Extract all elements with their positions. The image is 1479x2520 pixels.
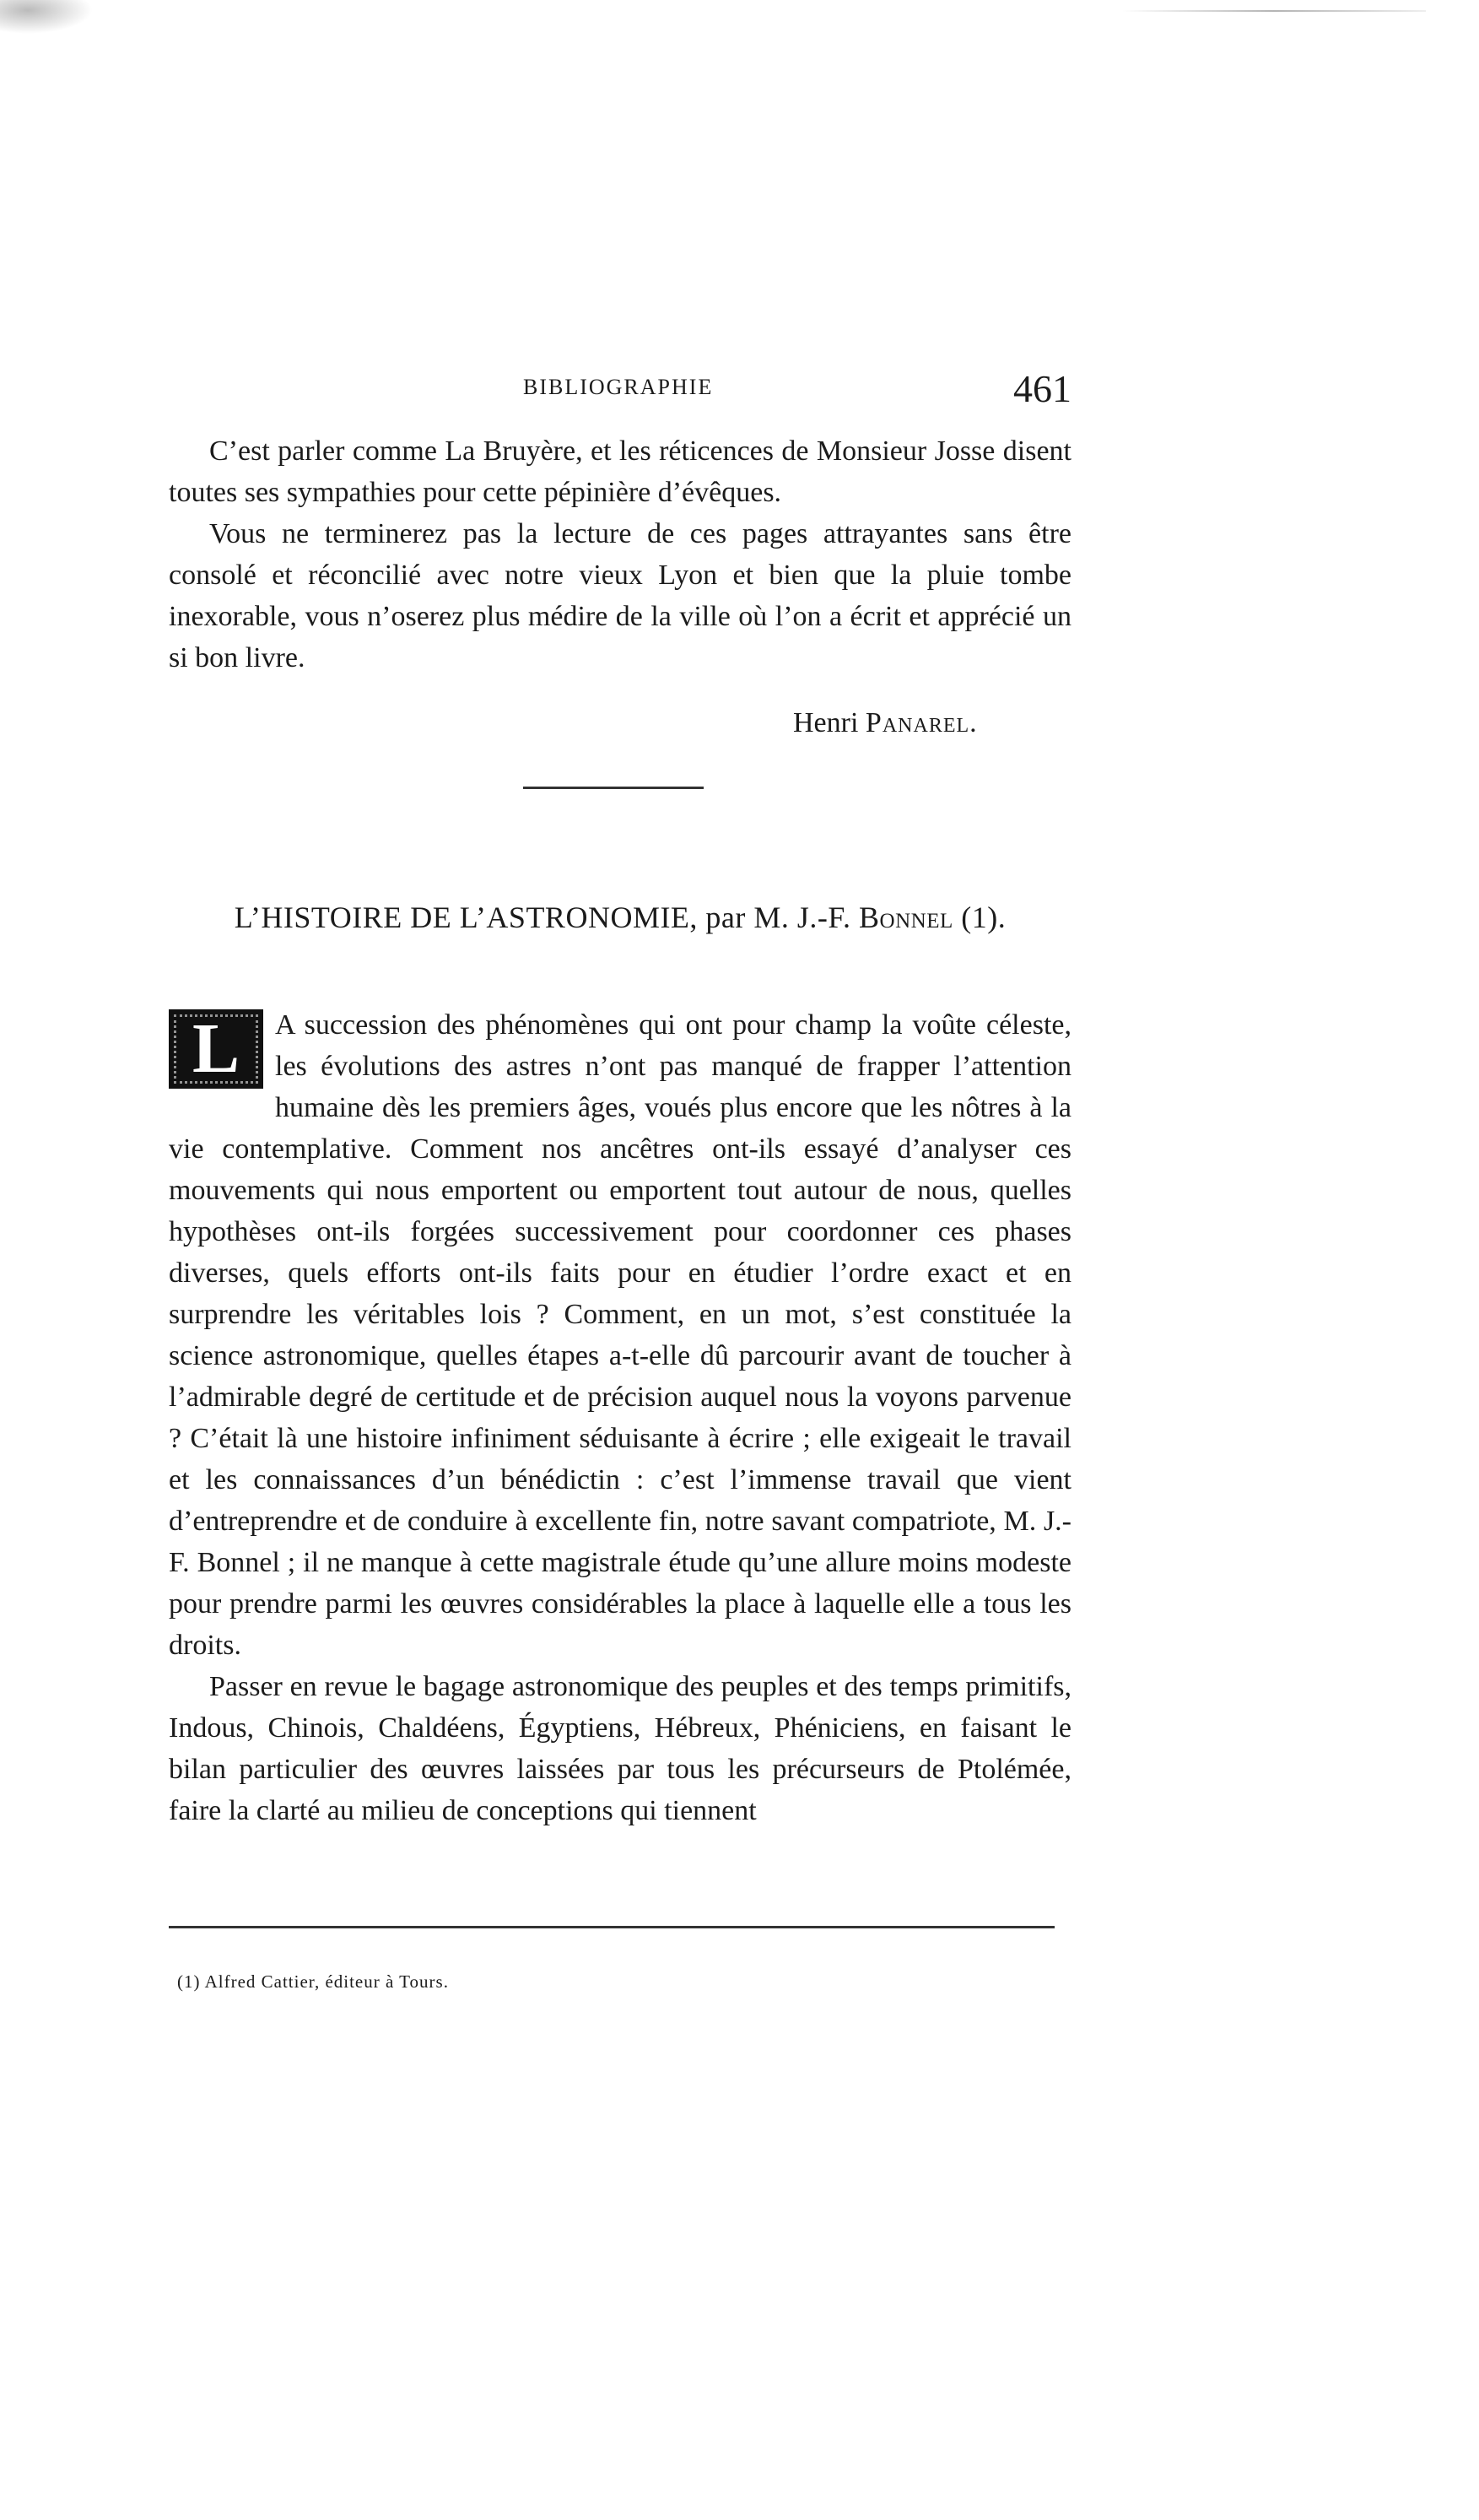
section-divider	[523, 787, 704, 789]
paragraph: C’est parler comme La Bruyère, et les réticences de Monsieur Josse disent toutes ses sympathies pour cette pépinière d’évêques.	[169, 435, 1071, 508]
title-main: L’HISTOIRE DE L’ASTRONOMIE, par M. J.-F.	[234, 900, 851, 934]
page-header	[169, 367, 1071, 422]
review-signature	[793, 707, 978, 739]
title-author: Bonnel	[859, 900, 953, 934]
first-paragraph	[169, 1004, 1071, 1666]
paragraph: Passer en revue le bagage astronomique des peuples et des temps primitifs, Indous, Chinois, Chaldéens, Égyptiens, Hébreux, Phéniciens, en faisant le bilan particulier des œuvres laissées par tous les précurseurs de Ptolémée, faire la clarté au milieu de conceptions qui tiennent	[169, 1671, 1071, 1826]
paragraph: Vous ne terminerez pas la lecture de ces pages attrayantes sans être consolé et réconcilié avec notre vieux Lyon et bien que la pluie tombe inexorable, vous n’oserez plus médire de la ville où l’on a écrit et apprécié un si bon livre.	[169, 518, 1071, 673]
scan-speck	[0, 0, 93, 34]
review-title	[169, 900, 1071, 935]
first-paragraph-text: A succession des phénomènes qui ont pour champ la voûte céleste, les évolutions des astres n’ont pas manqué de frapper l’attention humaine dès les premiers âges, voués plus encore que les nôtres à la vie contemplative. Comment nos ancêtres ont-ils essayé d’analyser ces mouvements qui nous emportent ou emportent tout autour de nous, quelles hypothèses ont-ils forgées successivement pour coordonner ces phases diverses, quels efforts ont-ils faits pour en étudier l’ordre exact et en surprendre les véritables lois ? Comment, en un mot, s’est constituée la science astronomique, quelles étapes a-t-elle dû parcourir avant de toucher à l’admirable degré de certitude et de précision auquel nous la voyons parvenue ? C’était là une histoire infiniment séduisante à écrire ; elle exigeait le travail et les connaissances d’un bénédictin : c’est l’immense travail que vient d’entreprendre et de conduire à excellente fin, notre savant compatriote, M. J.-F. Bonnel ; il ne manque à cette magistrale étude qu’une allure moins modeste pour prendre parmi les œuvres considérables la place à laquelle elle a tous les droits.	[169, 1009, 1071, 1661]
drop-cap: L	[169, 1009, 263, 1089]
running-head: BIBLIOGRAPHIE	[523, 375, 714, 399]
signature-first-name: Henri	[793, 707, 859, 738]
review-conclusion	[169, 430, 1071, 679]
page-number: 461	[1013, 367, 1071, 410]
footnote: (1) Alfred Cattier, éditeur à Tours.	[177, 1971, 449, 1992]
review-body	[169, 1004, 1071, 1831]
footnote-rule	[169, 1926, 1055, 1928]
signature-last-name: Panarel.	[865, 707, 978, 738]
title-footnote-ref: (1).	[961, 900, 1007, 934]
scan-edge-line	[1122, 10, 1426, 12]
